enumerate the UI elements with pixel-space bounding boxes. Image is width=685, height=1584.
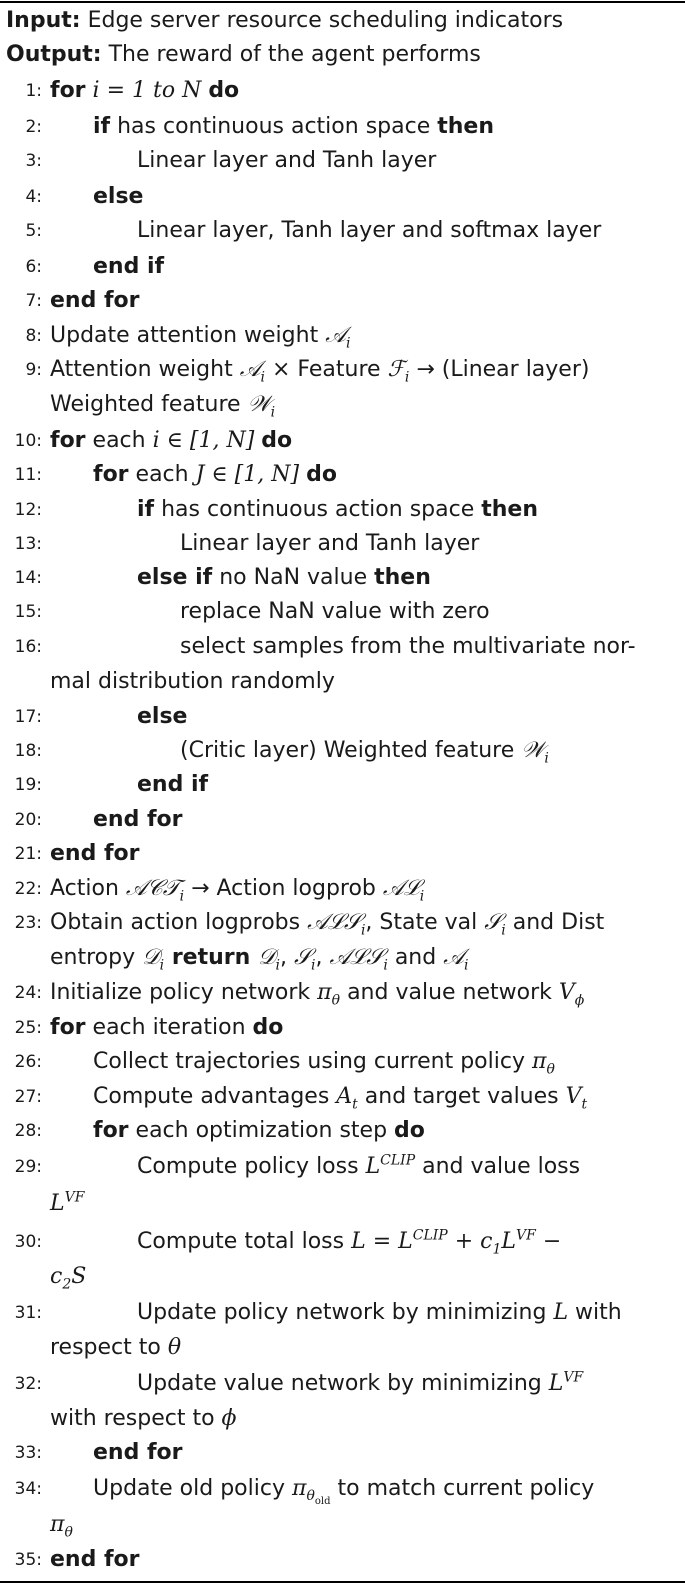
algo-line-31-cont — [50, 1331, 181, 1365]
input-label: Input: — [6, 8, 81, 33]
algo-line-12 — [14, 493, 538, 527]
text: mal distribution randomly — [50, 669, 335, 694]
line-number: 5: — [25, 221, 42, 241]
text: Update attention weight — [50, 323, 326, 348]
math: 𝒜 — [325, 323, 346, 348]
text: and — [387, 945, 444, 970]
math: 𝒜 — [443, 945, 465, 970]
line-number: 12: — [14, 500, 42, 520]
line-number: 6: — [25, 257, 42, 277]
algo-line-3 — [25, 144, 437, 178]
algo-line-16-cont — [50, 665, 335, 699]
line-number: 15: — [14, 602, 42, 622]
keyword: end for — [93, 1440, 183, 1465]
line-number: 34: — [14, 1479, 42, 1499]
algo-line-9 — [25, 353, 678, 387]
algo-line-11 — [14, 458, 337, 492]
algo-line-29-cont — [50, 1187, 84, 1221]
math: L — [50, 1191, 65, 1216]
keyword: do — [252, 1015, 284, 1040]
text: (Critic layer) Weighted feature — [180, 738, 522, 763]
algo-line-16 — [14, 630, 636, 664]
text: , — [315, 945, 330, 970]
math: VF — [64, 1189, 85, 1206]
algo-line-7 — [25, 284, 140, 318]
math: c — [50, 1264, 63, 1289]
algo-line-14 — [14, 561, 431, 595]
keyword: else — [137, 704, 188, 729]
text: each optimization step — [128, 1118, 395, 1143]
text: with — [568, 1300, 622, 1325]
math: S — [71, 1264, 87, 1289]
keyword: return — [164, 945, 258, 970]
keyword: end for — [93, 807, 183, 832]
math: θ — [331, 992, 341, 1009]
algo-line-21 — [14, 837, 140, 871]
math: i ∈ [1, N] — [152, 428, 262, 453]
line-number: 30: — [14, 1232, 42, 1252]
math: i — [544, 750, 549, 767]
keyword: for — [50, 428, 86, 453]
math: ϕ — [574, 992, 585, 1009]
algo-line-20 — [14, 803, 183, 837]
math: 𝒮 — [293, 945, 312, 970]
line-number: 33: — [14, 1443, 42, 1463]
line-number: 21: — [14, 844, 42, 864]
algo-line-24 — [14, 976, 585, 1010]
keyword: else — [93, 184, 144, 209]
math: V — [565, 1084, 582, 1109]
line-number: 28: — [14, 1121, 42, 1141]
algo-line-8 — [25, 319, 351, 353]
input-text: Edge server resource scheduling indicators — [87, 8, 564, 33]
text: each iteration — [85, 1015, 253, 1040]
top-rule — [0, 1, 685, 3]
line-number: 1: — [25, 81, 42, 101]
text: → (Linear layer) — [409, 357, 590, 382]
math: CLIP — [380, 1152, 416, 1169]
algo-line-23 — [14, 906, 605, 940]
line-number: 27: — [14, 1087, 42, 1107]
math: θ — [306, 1488, 315, 1505]
text: with respect to — [50, 1406, 222, 1431]
keyword: else if — [137, 565, 213, 590]
bottom-rule — [0, 1581, 685, 1583]
math: 𝒲 — [247, 392, 271, 417]
math: i — [360, 922, 366, 939]
algo-line-30-cont — [50, 1260, 86, 1294]
line-number: 24: — [14, 983, 42, 1003]
math: CLIP — [412, 1227, 448, 1244]
input-line — [6, 4, 563, 38]
math: π — [317, 980, 332, 1005]
text: Collect trajectories using current policy — [93, 1049, 532, 1074]
text: no NaN value — [212, 565, 375, 590]
output-text: The reward of the agent performs — [108, 42, 481, 67]
algo-line-13 — [14, 527, 480, 561]
algo-line-4 — [25, 180, 144, 214]
math: L — [548, 1371, 564, 1396]
line-number: 13: — [14, 534, 42, 554]
algo-line-15 — [14, 595, 490, 629]
math — [306, 1488, 331, 1508]
algo-line-17 — [14, 700, 188, 734]
math: 𝒟 — [142, 945, 160, 970]
math: 𝒮 — [484, 910, 502, 935]
text: Linear layer and Tanh layer — [180, 531, 480, 556]
text: and Dist — [505, 910, 605, 935]
output-line — [6, 38, 481, 72]
text: Compute total loss — [137, 1229, 352, 1254]
text: Initialize policy network — [50, 980, 318, 1005]
algo-line-31 — [14, 1296, 622, 1330]
line-number: 17: — [14, 707, 42, 727]
algo-line-23-cont — [50, 941, 469, 975]
algo-line-29 — [14, 1150, 581, 1184]
text: Linear layer, Tanh layer and softmax layer — [137, 218, 602, 243]
algo-line-30 — [14, 1225, 562, 1259]
keyword: for — [93, 1118, 129, 1143]
keyword: do — [208, 78, 240, 103]
algo-line-1 — [25, 74, 240, 108]
text: Linear layer and Tanh layer — [137, 148, 437, 173]
math: 𝒜ℒ𝒮 — [329, 945, 384, 970]
math: π — [50, 1512, 65, 1537]
math: ϕ — [221, 1406, 237, 1431]
algo-line-34-cont — [50, 1508, 73, 1542]
math: 𝒟 — [257, 945, 276, 970]
keyword: for — [50, 1015, 86, 1040]
math: V — [558, 980, 575, 1005]
text: to match current policy — [330, 1476, 595, 1501]
line-number: 2: — [25, 117, 42, 137]
math: L — [365, 1154, 381, 1179]
text: Action — [50, 876, 126, 901]
math: VF — [516, 1227, 536, 1244]
text: Obtain action logprobs — [50, 910, 308, 935]
keyword: for — [93, 462, 129, 487]
line-number: 19: — [14, 775, 42, 795]
math: i — [464, 957, 469, 974]
math: i — [179, 888, 185, 905]
text: entropy — [50, 945, 143, 970]
keyword: end for — [50, 1547, 140, 1572]
text: respect to — [50, 1335, 168, 1360]
line-number: 22: — [14, 879, 42, 899]
keyword: if — [137, 497, 155, 522]
math: 𝒜𝒞𝒯 — [125, 876, 180, 901]
line-number: 29: — [14, 1157, 42, 1177]
math: i = 1 to N — [85, 78, 209, 103]
line-number: 32: — [14, 1374, 42, 1394]
keyword: end if — [93, 254, 165, 279]
text: each — [85, 428, 153, 453]
line-number: 35: — [14, 1550, 42, 1570]
text: has continuous action space — [154, 497, 482, 522]
line-number: 26: — [14, 1052, 42, 1072]
algo-line-19 — [14, 768, 209, 802]
math: 2 — [62, 1276, 72, 1293]
line-number: 9: — [25, 360, 42, 380]
math: 𝒜ℒ𝒮 — [307, 910, 361, 935]
math: i — [159, 957, 165, 974]
algo-line-9-cont — [50, 388, 275, 422]
math: ℱ — [387, 357, 405, 382]
math: t — [352, 1096, 358, 1113]
keyword: end for — [50, 288, 140, 313]
keyword: then — [437, 114, 494, 139]
line-number: 23: — [14, 913, 42, 933]
line-number: 8: — [25, 326, 42, 346]
math: i — [383, 957, 388, 974]
text: has continuous action space — [110, 114, 438, 139]
algo-line-6 — [25, 250, 165, 284]
text: and target values — [357, 1084, 566, 1109]
text: replace NaN value with zero — [180, 599, 490, 624]
keyword: do — [261, 428, 293, 453]
math: i — [501, 922, 506, 939]
math: 𝒜 — [239, 357, 261, 382]
math: t — [581, 1096, 588, 1113]
math: i — [275, 957, 280, 974]
line-number: 25: — [14, 1018, 42, 1038]
algo-line-34 — [14, 1472, 595, 1508]
keyword: end for — [50, 841, 140, 866]
algo-line-2 — [25, 110, 494, 144]
keyword: if — [93, 114, 111, 139]
math: π — [291, 1476, 307, 1501]
math: i — [419, 888, 425, 905]
text: → Action logprob — [184, 876, 383, 901]
text: Compute policy loss — [137, 1154, 366, 1179]
text: each — [128, 462, 196, 487]
text: Weighted feature — [50, 392, 248, 417]
text: , — [279, 945, 294, 970]
line-number: 10: — [14, 431, 42, 451]
text: Update old policy — [93, 1476, 292, 1501]
algo-line-5 — [25, 214, 602, 248]
keyword: then — [374, 565, 431, 590]
math: 1 — [492, 1241, 502, 1258]
keyword: do — [394, 1118, 425, 1143]
algo-line-22 — [14, 872, 425, 906]
text: and value network — [340, 980, 559, 1005]
text: and value loss — [415, 1154, 581, 1179]
algo-line-35 — [14, 1543, 140, 1577]
math: 𝒲 — [521, 738, 545, 763]
text: Update value network by minimizing — [137, 1371, 549, 1396]
math: θ — [167, 1335, 182, 1360]
math: π — [531, 1049, 547, 1074]
math: θ — [64, 1524, 73, 1541]
math: L — [553, 1300, 569, 1325]
text: select samples from the multivariate nor- — [180, 634, 636, 659]
math: L — [501, 1229, 516, 1254]
algo-line-33 — [14, 1436, 183, 1470]
math: 𝒜ℒ — [382, 876, 420, 901]
math: − — [535, 1229, 562, 1254]
text: Compute advantages — [93, 1084, 337, 1109]
keyword: then — [481, 497, 538, 522]
line-number: 3: — [25, 151, 42, 171]
math: i — [404, 369, 410, 386]
math: i — [270, 404, 276, 421]
algo-line-32-cont — [50, 1402, 237, 1436]
line-number: 4: — [25, 187, 42, 207]
text: Update policy network by minimizing — [137, 1300, 554, 1325]
algo-line-25 — [14, 1011, 284, 1045]
math: J ∈ [1, N] — [195, 462, 307, 487]
math: θ — [546, 1061, 555, 1078]
math: A — [336, 1084, 353, 1109]
line-number: 16: — [14, 637, 42, 657]
math: i — [260, 369, 265, 386]
math: VF — [563, 1369, 584, 1386]
math: old — [314, 1496, 331, 1508]
text: Attention weight — [50, 357, 240, 382]
math: i — [346, 335, 351, 352]
keyword: end if — [137, 772, 209, 797]
math: L = L — [351, 1229, 413, 1254]
math: i — [311, 957, 316, 974]
line-number: 7: — [25, 291, 42, 311]
algo-line-18 — [14, 734, 549, 768]
keyword: for — [50, 78, 86, 103]
text: , State val — [365, 910, 485, 935]
keyword: do — [306, 462, 337, 487]
line-number: 31: — [14, 1303, 42, 1323]
algo-line-26 — [14, 1045, 555, 1079]
line-number: 11: — [14, 465, 42, 485]
algo-line-28 — [14, 1114, 425, 1148]
text: × Feature — [265, 357, 388, 382]
math: + c — [447, 1229, 493, 1254]
line-number: 18: — [14, 741, 42, 761]
algo-line-32 — [14, 1367, 584, 1401]
line-number: 14: — [14, 568, 42, 588]
algo-line-27 — [14, 1080, 588, 1114]
algo-line-10 — [14, 424, 293, 458]
line-number: 20: — [14, 810, 42, 830]
output-label: Output: — [6, 42, 102, 67]
